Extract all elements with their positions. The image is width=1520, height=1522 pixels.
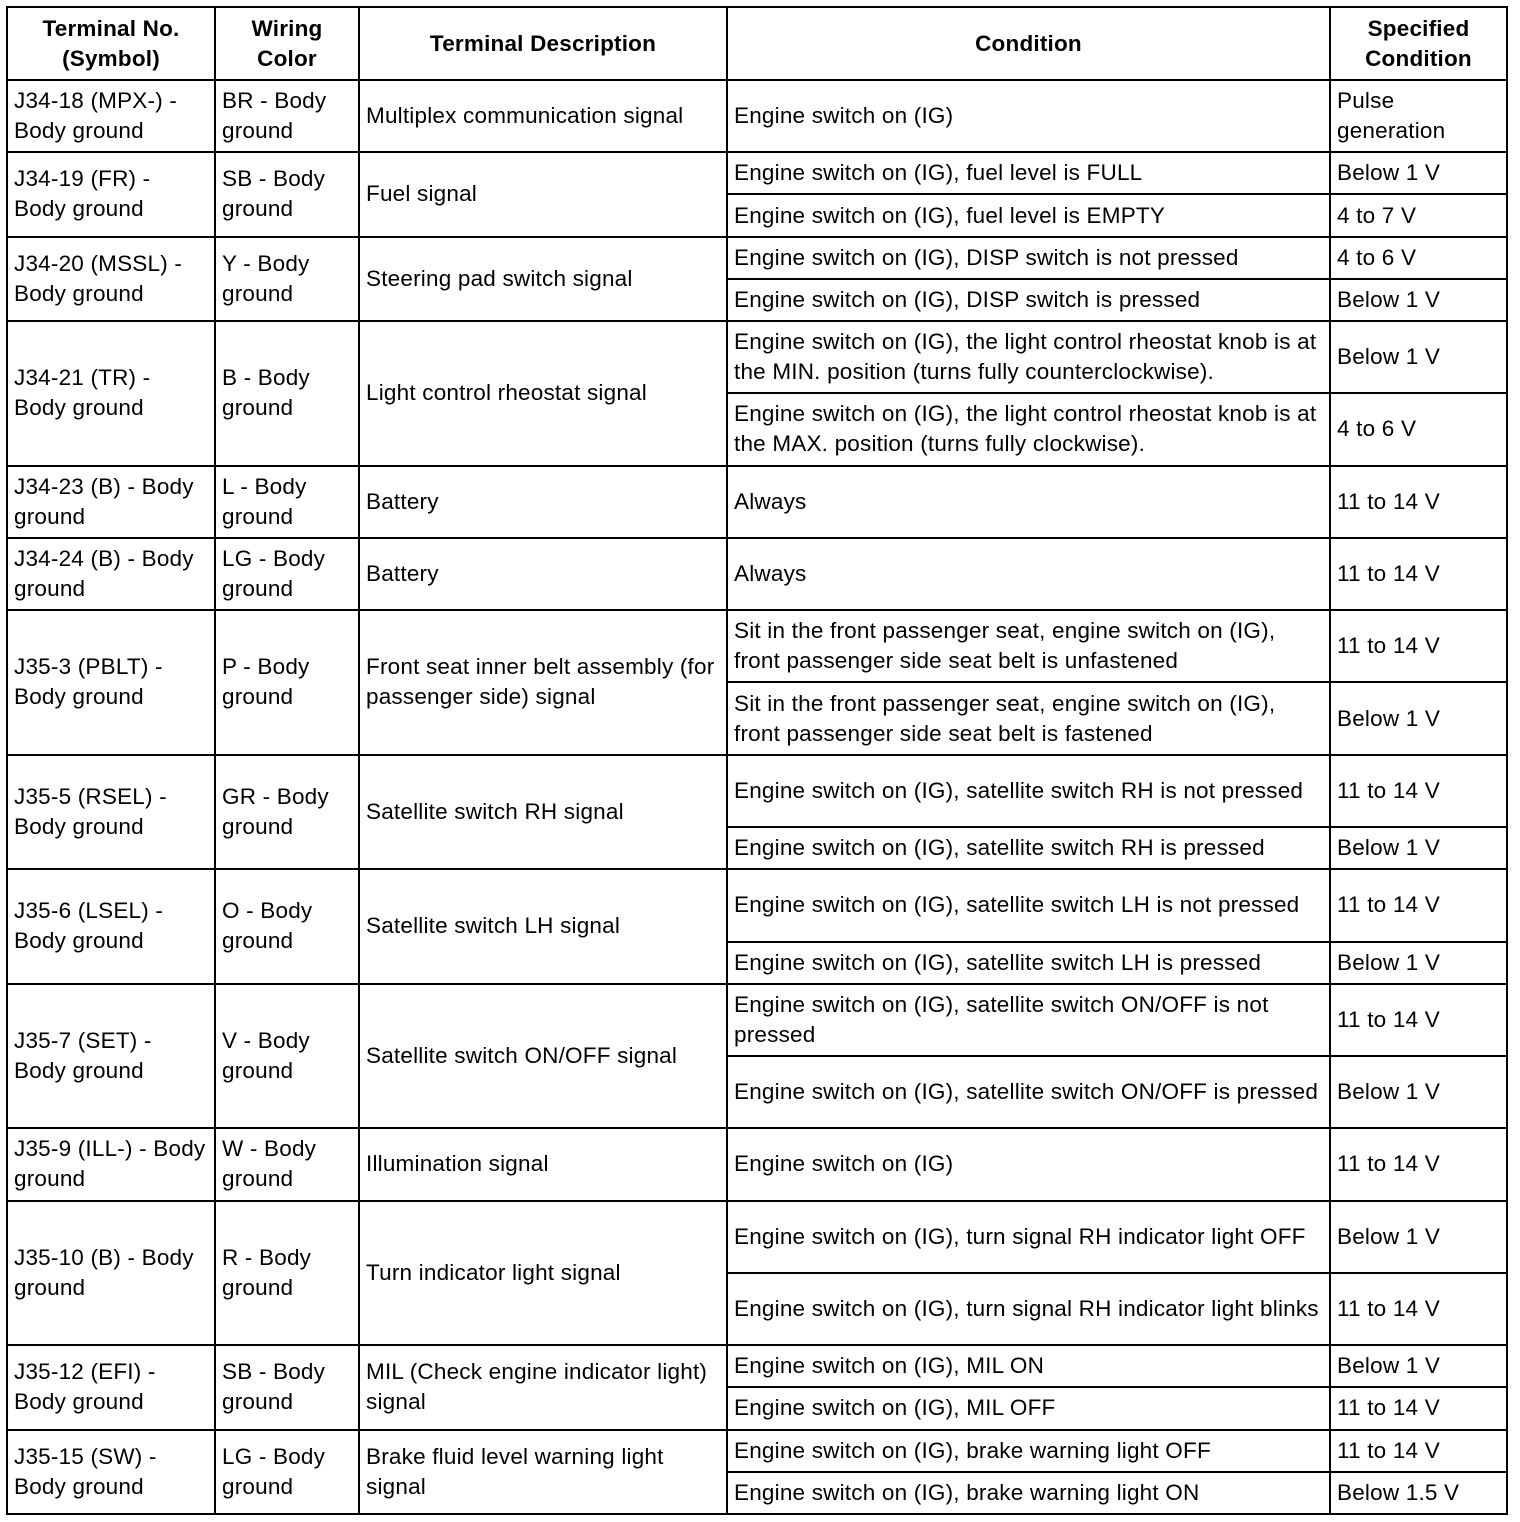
wiring-color-cell: LG - Body ground bbox=[215, 1430, 359, 1514]
specified-condition-cell: Below 1 V bbox=[1330, 152, 1507, 194]
specified-condition-cell: Below 1.5 V bbox=[1330, 1472, 1507, 1514]
condition-cell: Always bbox=[727, 466, 1330, 538]
specified-condition-cell: 11 to 14 V bbox=[1330, 1387, 1507, 1429]
specified-condition-cell: 11 to 14 V bbox=[1330, 1128, 1507, 1200]
terminal-cell: J35-9 (ILL-) - Body ground bbox=[7, 1128, 215, 1200]
terminal-description-cell: Steering pad switch signal bbox=[359, 237, 727, 321]
wiring-color-cell: R - Body ground bbox=[215, 1201, 359, 1346]
wiring-color-cell: W - Body ground bbox=[215, 1128, 359, 1200]
specified-condition-cell: 4 to 6 V bbox=[1330, 237, 1507, 279]
table-body bbox=[7, 80, 1507, 1514]
specified-condition-cell: Below 1 V bbox=[1330, 1201, 1507, 1273]
condition-cell: Sit in the front passenger seat, engine switch on (IG), front passenger side seat belt is fastened bbox=[727, 682, 1330, 754]
table-row bbox=[7, 1201, 1507, 1273]
specified-condition-cell: 4 to 7 V bbox=[1330, 194, 1507, 236]
condition-cell: Engine switch on (IG), turn signal RH indicator light blinks bbox=[727, 1273, 1330, 1345]
specified-condition-cell: 11 to 14 V bbox=[1330, 538, 1507, 610]
specified-condition-cell: 4 to 6 V bbox=[1330, 393, 1507, 465]
header-terminal: Terminal No. (Symbol) bbox=[7, 7, 215, 80]
condition-cell: Engine switch on (IG), the light control rheostat knob is at the MIN. position (turns fully counterclockwise). bbox=[727, 321, 1330, 393]
header-specified-condition: Specified Condition bbox=[1330, 7, 1507, 80]
table-row bbox=[7, 610, 1507, 682]
terminal-description-cell: Brake fluid level warning light signal bbox=[359, 1430, 727, 1514]
table-row bbox=[7, 237, 1507, 279]
header-terminal-description: Terminal Description bbox=[359, 7, 727, 80]
terminal-description-cell: Turn indicator light signal bbox=[359, 1201, 727, 1346]
terminal-cell: J35-10 (B) - Body ground bbox=[7, 1201, 215, 1346]
table-row bbox=[7, 80, 1507, 152]
wiring-color-cell: LG - Body ground bbox=[215, 538, 359, 610]
terminal-description-cell: Battery bbox=[359, 538, 727, 610]
specified-condition-cell: 11 to 14 V bbox=[1330, 755, 1507, 827]
condition-cell: Engine switch on (IG), DISP switch is pressed bbox=[727, 279, 1330, 321]
terminal-cell: J35-15 (SW) - Body ground bbox=[7, 1430, 215, 1514]
terminal-cell: J35-3 (PBLT) - Body ground bbox=[7, 610, 215, 755]
specified-condition-cell: 11 to 14 V bbox=[1330, 1430, 1507, 1472]
specified-condition-cell: 11 to 14 V bbox=[1330, 869, 1507, 941]
terminal-cell: J34-21 (TR) - Body ground bbox=[7, 321, 215, 466]
specified-condition-cell: 11 to 14 V bbox=[1330, 610, 1507, 682]
specified-condition-cell: Below 1 V bbox=[1330, 682, 1507, 754]
wiring-color-cell: B - Body ground bbox=[215, 321, 359, 466]
table-header-row bbox=[7, 7, 1507, 80]
table-row bbox=[7, 1430, 1507, 1472]
specified-condition-cell: Below 1 V bbox=[1330, 942, 1507, 984]
terminal-description-cell: Satellite switch RH signal bbox=[359, 755, 727, 869]
terminal-cell: J35-6 (LSEL) - Body ground bbox=[7, 869, 215, 983]
table-row bbox=[7, 466, 1507, 538]
header-condition: Condition bbox=[727, 7, 1330, 80]
condition-cell: Engine switch on (IG), turn signal RH indicator light OFF bbox=[727, 1201, 1330, 1273]
terminal-cell: J35-7 (SET) - Body ground bbox=[7, 984, 215, 1129]
wiring-color-cell: L - Body ground bbox=[215, 466, 359, 538]
specified-condition-cell: Below 1 V bbox=[1330, 321, 1507, 393]
specified-condition-cell: Below 1 V bbox=[1330, 827, 1507, 869]
condition-cell: Engine switch on (IG), brake warning light ON bbox=[727, 1472, 1330, 1514]
condition-cell: Engine switch on (IG), satellite switch ON/OFF is pressed bbox=[727, 1056, 1330, 1128]
wiring-color-cell: O - Body ground bbox=[215, 869, 359, 983]
condition-cell: Engine switch on (IG) bbox=[727, 1128, 1330, 1200]
terminal-cell: J34-18 (MPX-) - Body ground bbox=[7, 80, 215, 152]
specified-condition-cell: Below 1 V bbox=[1330, 279, 1507, 321]
terminal-description-cell: Front seat inner belt assembly (for passenger side) signal bbox=[359, 610, 727, 755]
condition-cell: Engine switch on (IG), satellite switch RH is not pressed bbox=[727, 755, 1330, 827]
condition-cell: Always bbox=[727, 538, 1330, 610]
terminal-spec-table bbox=[6, 6, 1508, 1515]
specified-condition-cell: Pulse generation bbox=[1330, 80, 1507, 152]
terminal-cell: J35-5 (RSEL) - Body ground bbox=[7, 755, 215, 869]
terminal-description-cell: Illumination signal bbox=[359, 1128, 727, 1200]
table-row bbox=[7, 869, 1507, 941]
terminal-description-cell: Satellite switch ON/OFF signal bbox=[359, 984, 727, 1129]
condition-cell: Engine switch on (IG), MIL ON bbox=[727, 1345, 1330, 1387]
terminal-cell: J35-12 (EFI) - Body ground bbox=[7, 1345, 215, 1429]
terminal-description-cell: MIL (Check engine indicator light) signal bbox=[359, 1345, 727, 1429]
terminal-description-cell: Fuel signal bbox=[359, 152, 727, 236]
condition-cell: Engine switch on (IG), DISP switch is not pressed bbox=[727, 237, 1330, 279]
wiring-color-cell: Y - Body ground bbox=[215, 237, 359, 321]
condition-cell: Engine switch on (IG), satellite switch ON/OFF is not pressed bbox=[727, 984, 1330, 1056]
table-row bbox=[7, 1128, 1507, 1200]
condition-cell: Engine switch on (IG), fuel level is EMPTY bbox=[727, 194, 1330, 236]
terminal-cell: J34-20 (MSSL) - Body ground bbox=[7, 237, 215, 321]
wiring-color-cell: GR - Body ground bbox=[215, 755, 359, 869]
specified-condition-cell: Below 1 V bbox=[1330, 1056, 1507, 1128]
table-row bbox=[7, 755, 1507, 827]
terminal-description-cell: Light control rheostat signal bbox=[359, 321, 727, 466]
terminal-cell: J34-24 (B) - Body ground bbox=[7, 538, 215, 610]
header-wiring-color: Wiring Color bbox=[215, 7, 359, 80]
wiring-color-cell: BR - Body ground bbox=[215, 80, 359, 152]
table-row bbox=[7, 984, 1507, 1056]
specified-condition-cell: 11 to 14 V bbox=[1330, 1273, 1507, 1345]
terminal-description-cell: Battery bbox=[359, 466, 727, 538]
wiring-color-cell: V - Body ground bbox=[215, 984, 359, 1129]
condition-cell: Engine switch on (IG), fuel level is FULL bbox=[727, 152, 1330, 194]
terminal-cell: J34-19 (FR) - Body ground bbox=[7, 152, 215, 236]
condition-cell: Sit in the front passenger seat, engine switch on (IG), front passenger side seat belt is unfastened bbox=[727, 610, 1330, 682]
wiring-color-cell: P - Body ground bbox=[215, 610, 359, 755]
terminal-description-cell: Satellite switch LH signal bbox=[359, 869, 727, 983]
condition-cell: Engine switch on (IG), satellite switch RH is pressed bbox=[727, 827, 1330, 869]
specified-condition-cell: 11 to 14 V bbox=[1330, 466, 1507, 538]
condition-cell: Engine switch on (IG) bbox=[727, 80, 1330, 152]
wiring-color-cell: SB - Body ground bbox=[215, 1345, 359, 1429]
terminal-cell: J34-23 (B) - Body ground bbox=[7, 466, 215, 538]
table-row bbox=[7, 152, 1507, 194]
table-row bbox=[7, 321, 1507, 393]
table-row bbox=[7, 538, 1507, 610]
condition-cell: Engine switch on (IG), satellite switch LH is not pressed bbox=[727, 869, 1330, 941]
condition-cell: Engine switch on (IG), satellite switch LH is pressed bbox=[727, 942, 1330, 984]
condition-cell: Engine switch on (IG), brake warning light OFF bbox=[727, 1430, 1330, 1472]
condition-cell: Engine switch on (IG), the light control rheostat knob is at the MAX. position (turns fully clockwise). bbox=[727, 393, 1330, 465]
terminal-description-cell: Multiplex communication signal bbox=[359, 80, 727, 152]
table-row bbox=[7, 1345, 1507, 1387]
specified-condition-cell: Below 1 V bbox=[1330, 1345, 1507, 1387]
condition-cell: Engine switch on (IG), MIL OFF bbox=[727, 1387, 1330, 1429]
specified-condition-cell: 11 to 14 V bbox=[1330, 984, 1507, 1056]
wiring-color-cell: SB - Body ground bbox=[215, 152, 359, 236]
